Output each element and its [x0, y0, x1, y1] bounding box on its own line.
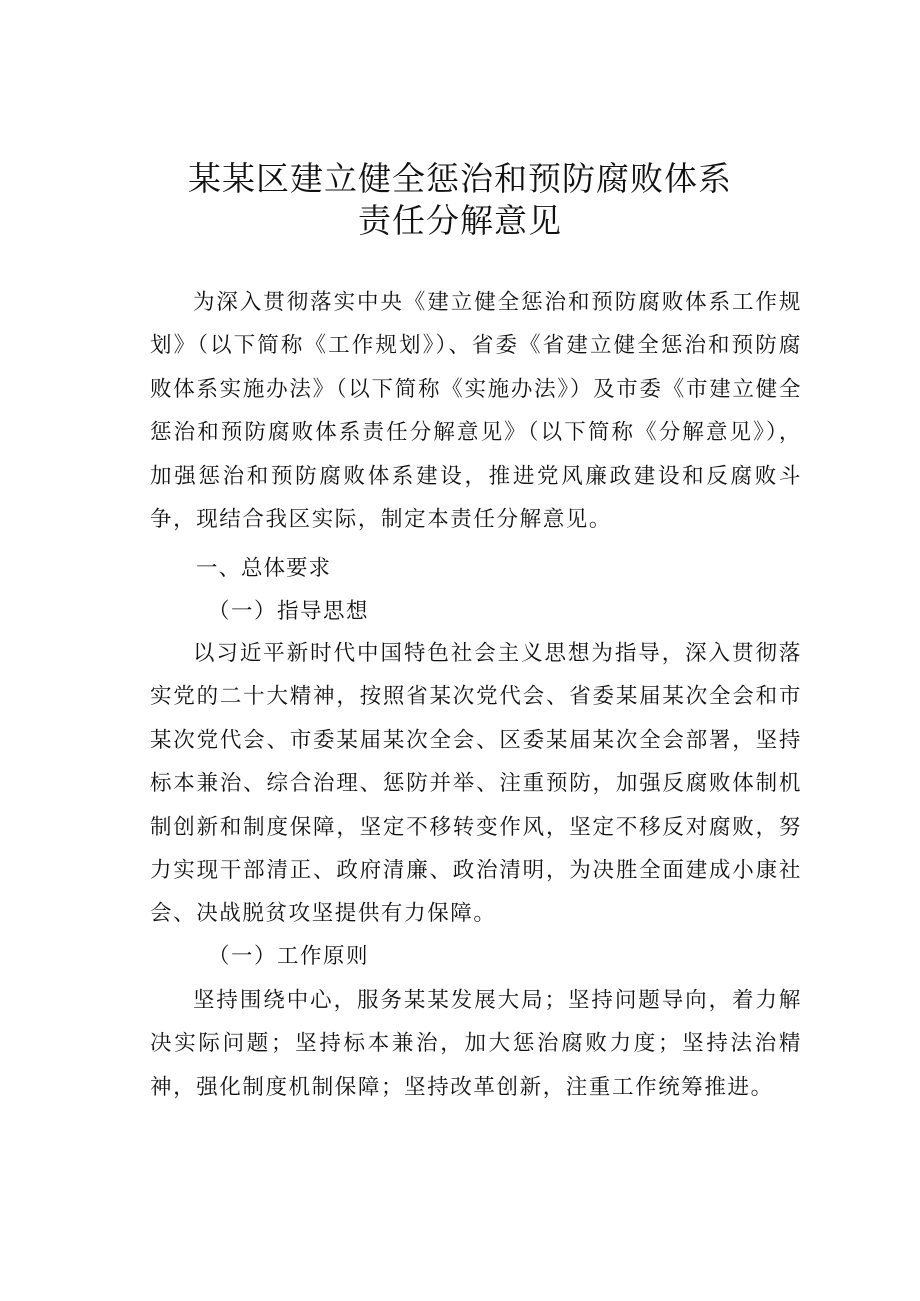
- intro-paragraph: 为深入贯彻落实中央《建立健全惩治和预防腐败体系工作规划》（以下简称《工作规划》）、省委《省建立健全惩治和预防腐败体系实施办法》（以下简称《实施办法》）及市委《市建立健全惩治和预防腐败体系责任分解意见》（以下简称《分解意见》），加强惩治和预防腐败体系建设，推进党风廉政建设和反腐败斗争，现结合我区实际，制定本责任分解意见。: [150, 290, 802, 533]
- guiding-ideology-paragraph: 以习近平新时代中国特色社会主义思想为指导，深入贯彻落实党的二十大精神，按照省某次党代会、省委某届某次全会和市某次党代会、市委某届某次全会、区委某届某次全会部署，坚持标本兼治、综合治理、惩防并举、注重预防，加强反腐败体制机制创新和制度保障，坚定不移转变作风，坚定不移反对腐败，努力实现干部清正、政府清廉、政治清明，为决胜全面建成小康社会、决战脱贫攻坚提供有力保障。: [150, 641, 802, 927]
- document-title-line-2: 责任分解意见: [358, 201, 562, 240]
- subsection-heading-working-principles: （一）工作原则: [208, 944, 370, 969]
- working-principles-paragraph: 坚持围绕中心，服务某某发展大局；坚持问题导向，着力解决实际问题；坚持标本兼治，加大惩治腐败力度；坚持法治精神，强化制度机制保障；坚持改革创新，注重工作统筹推进。: [150, 988, 802, 1100]
- section-heading-general-requirements: 一、总体要求: [196, 556, 332, 581]
- subsection-heading-guiding-ideology: （一）指导思想: [208, 599, 370, 624]
- document-title-line-1: 某某区建立健全惩治和预防腐败体系: [188, 159, 732, 198]
